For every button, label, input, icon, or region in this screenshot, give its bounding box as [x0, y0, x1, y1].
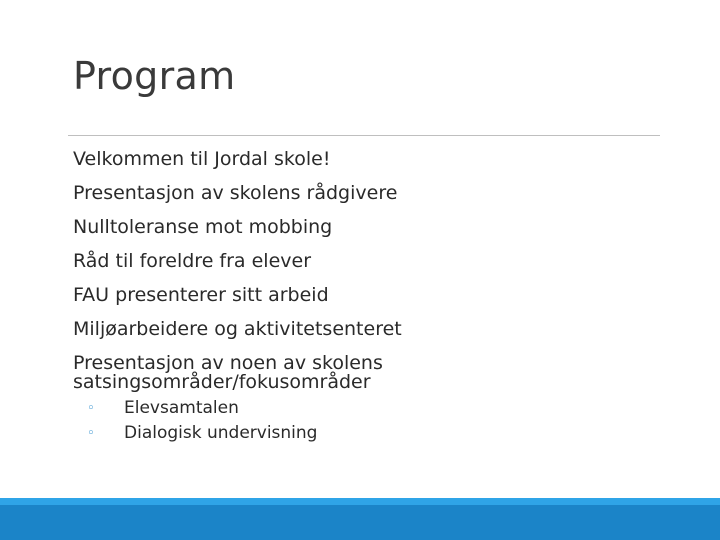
slide-title: Program: [73, 54, 236, 98]
circle-bullet-icon: ◦: [87, 401, 95, 416]
footer-bar-highlight: [0, 498, 720, 505]
agenda-item: Presentasjon av skolens rådgivere: [73, 182, 398, 204]
agenda-item: Miljøarbeidere og aktivitetsenteret: [73, 318, 402, 340]
agenda-item: Presentasjon av noen av skolens satsingsområder/fokusområder: [73, 352, 383, 393]
title-divider: [68, 135, 660, 136]
agenda-item: Råd til foreldre fra elever: [73, 250, 312, 272]
agenda-item: Nulltoleranse mot mobbing: [73, 216, 333, 238]
sub-list-item: [73, 396, 673, 421]
circle-bullet-icon: ◦: [87, 426, 95, 441]
agenda-item: Velkommen til Jordal skole!: [73, 148, 331, 170]
sub-item-label: Dialogisk undervisning: [124, 423, 318, 443]
sub-list: [73, 396, 673, 446]
sub-item-label: Elevsamtalen: [124, 398, 239, 418]
sub-list-item: [73, 421, 673, 446]
agenda-item: FAU presenterer sitt arbeid: [73, 284, 329, 306]
slide-content: [73, 142, 673, 446]
